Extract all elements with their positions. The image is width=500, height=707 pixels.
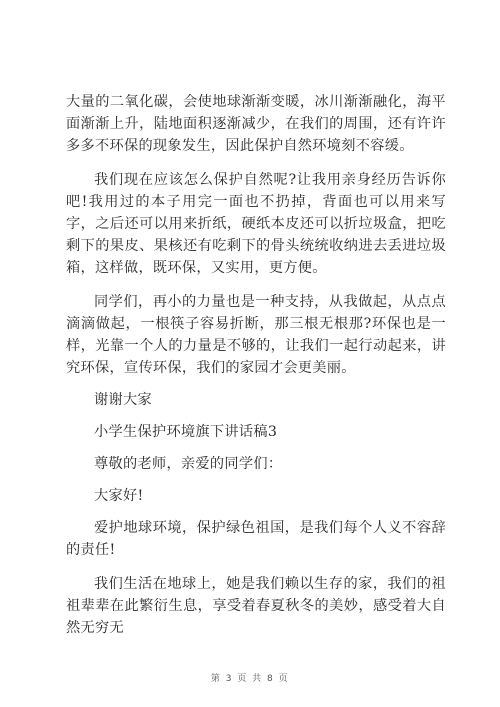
paragraph-1: 大量的二氧化碳，会使地球渐渐变暖，冰川渐渐融化，海平面渐渐上升，陆地面积逐渐减少，在我们的周围，还有许许多多不环保的现象发生，因此保护自然环境刻不容缓。: [66, 94, 446, 154]
closing-thanks: 谢谢大家: [94, 392, 152, 408]
section-title: 小学生保护环境旗下讲话稿3: [94, 424, 278, 440]
paragraph-3: 同学们，再小的力量也是一种支持，从我做起，从点点滴滴做起，一根筷子容易折断，那三根无根那?环保也是一样，光靠一个人的力量是不够的，让我们一起行动起来，讲究环保，宣传环保，我们的家园才会更美丽。: [66, 294, 446, 376]
paragraph-5: 我们生活在地球上，她是我们赖以生存的家，我们的祖祖辈辈在此繁衍生息，享受着春夏秋冬的美妙，感受着大自然无穷无: [66, 576, 446, 636]
page-footer: 第 3 页 共 8 页: [210, 674, 290, 684]
greeting: 大家好!: [94, 488, 144, 504]
paragraph-2: 我们现在应该怎么保护自然呢?让我用亲身经历告诉你吧!我用过的本子用完一面也不扔掉，背面也可以用来写字，之后还可以用来折纸，硬纸本皮还可以折垃圾盒，把吃剩下的果皮、果核还有吃剩下的骨头统统收纳进去丢进垃圾箱，这样做，既环保，又实用，更方便。: [66, 172, 446, 276]
salutation: 尊敬的老师，亲爱的同学们：: [94, 456, 283, 472]
document-body: [66, 91, 446, 639]
paragraph-4: 爱护地球环境，保护绿色祖国，是我们每个人义不容辞的责任!: [66, 520, 446, 558]
